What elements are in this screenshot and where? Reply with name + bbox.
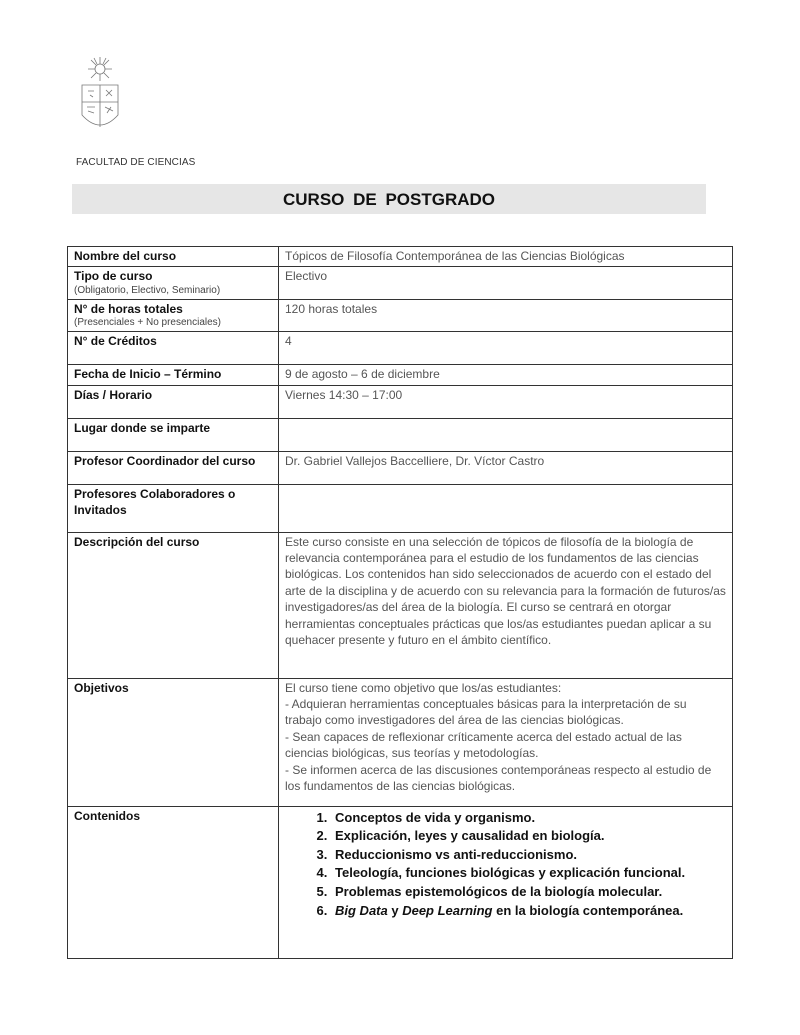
label-coordinator: Profesor Coordinador del curso <box>68 451 279 484</box>
course-info-table <box>67 246 733 959</box>
row-contents <box>68 806 733 958</box>
label-course-type-text: Tipo de curso <box>74 269 153 284</box>
label-collaborators: Profesores Colaboradores o Invitados <box>68 484 279 532</box>
label-course-type-note: (Obligatorio, Electivo, Seminario) <box>74 284 221 296</box>
value-credits: 4 <box>279 332 733 365</box>
row-coordinator <box>68 451 733 484</box>
objective-item: - Se informen acerca de las discusiones contemporáneas respecto al estudio de los fundamentos de las ciencias biológicas. <box>285 762 712 794</box>
contents-item: 1. Conceptos de vida y organismo. <box>331 809 724 828</box>
value-schedule: Viernes 14:30 – 17:00 <box>279 385 733 418</box>
value-coordinator: Dr. Gabriel Vallejos Baccelliere, Dr. Víctor Castro <box>279 451 733 484</box>
label-total-hours <box>68 299 279 331</box>
objective-item: - Sean capaces de reflexionar críticamente acerca del estado actual de las ciencias biológicas, sus teorías y metodologías. <box>285 729 682 761</box>
value-collaborators <box>279 484 733 532</box>
contents-item <box>331 902 724 921</box>
page-title: CURSO DE POSTGRADO <box>282 190 496 209</box>
contents-list <box>285 809 724 921</box>
contents-item: 3. Reduccionismo vs anti-reduccionismo. <box>331 846 724 865</box>
contents-item: 4. Teleología, funciones biológicas y explicación funcional. <box>331 864 724 883</box>
row-objectives <box>68 678 733 806</box>
university-seal-logo <box>78 55 122 137</box>
contents-item: 5. Problemas epistemológicos de la biología molecular. <box>331 883 724 902</box>
label-location: Lugar donde se imparte <box>68 418 279 451</box>
row-credits <box>68 332 733 365</box>
value-objectives <box>279 678 733 806</box>
value-description: Este curso consiste en una selección de tópicos de filosofía de la biología de relevancia contemporánea para el estudio de los fundamentos de las ciencias biológicas. Los contenidos han sido seleccionados de acuerdo con el estado del arte de la disciplina y de acuerdo con su relevancia para la formación de futuros/as investigadores/as del área de la biología. El curso se centrará en otorgar herramientas conceptuales prácticas que los/as estudiantes puedan aplicar a su quehacer presente y futuro en el ámbito científico. <box>279 532 733 678</box>
row-course-name <box>68 247 733 267</box>
value-contents <box>279 806 733 958</box>
label-dates: Fecha de Inicio – Término <box>68 365 279 385</box>
label-credits: N° de Créditos <box>68 332 279 365</box>
label-total-hours-text: N° de horas totales <box>74 301 183 316</box>
row-collaborators <box>68 484 733 532</box>
label-objectives: Objetivos <box>68 678 279 806</box>
objectives-intro: El curso tiene como objetivo que los/as estudiantes: <box>285 680 562 695</box>
row-schedule <box>68 385 733 418</box>
title-banner <box>72 184 706 214</box>
contents-item-em-deep-learning: Deep Learning <box>402 902 493 918</box>
value-course-name: Tópicos de Filosofía Contemporánea de las Ciencias Biológicas <box>279 247 733 267</box>
label-total-hours-note: (Presenciales + No presenciales) <box>74 317 222 329</box>
label-contents: Contenidos <box>68 806 279 958</box>
contents-item-mid: y <box>387 902 403 918</box>
row-dates <box>68 365 733 385</box>
faculty-name: FACULTAD DE CIENCIAS <box>76 157 196 168</box>
row-location <box>68 418 733 451</box>
row-course-type <box>68 267 733 299</box>
label-course-name: Nombre del curso <box>68 247 279 267</box>
row-total-hours <box>68 299 733 331</box>
label-description: Descripción del curso <box>68 532 279 678</box>
label-course-type <box>68 267 279 299</box>
row-description <box>68 532 733 678</box>
label-schedule: Días / Horario <box>68 385 279 418</box>
value-location <box>279 418 733 451</box>
value-dates: 9 de agosto – 6 de diciembre <box>279 365 733 385</box>
contents-item: 2. Explicación, leyes y causalidad en biología. <box>331 827 724 846</box>
value-course-type: Electivo <box>279 267 733 299</box>
objective-item: - Adquieran herramientas conceptuales básicas para la interpretación de su trabajo como investigadores del área de las ciencias biológicas. <box>285 697 687 728</box>
contents-item-tail: en la biología contemporánea. <box>492 902 684 918</box>
value-total-hours: 120 horas totales <box>279 299 733 331</box>
contents-item-em-big-data: Big Data <box>335 902 388 918</box>
